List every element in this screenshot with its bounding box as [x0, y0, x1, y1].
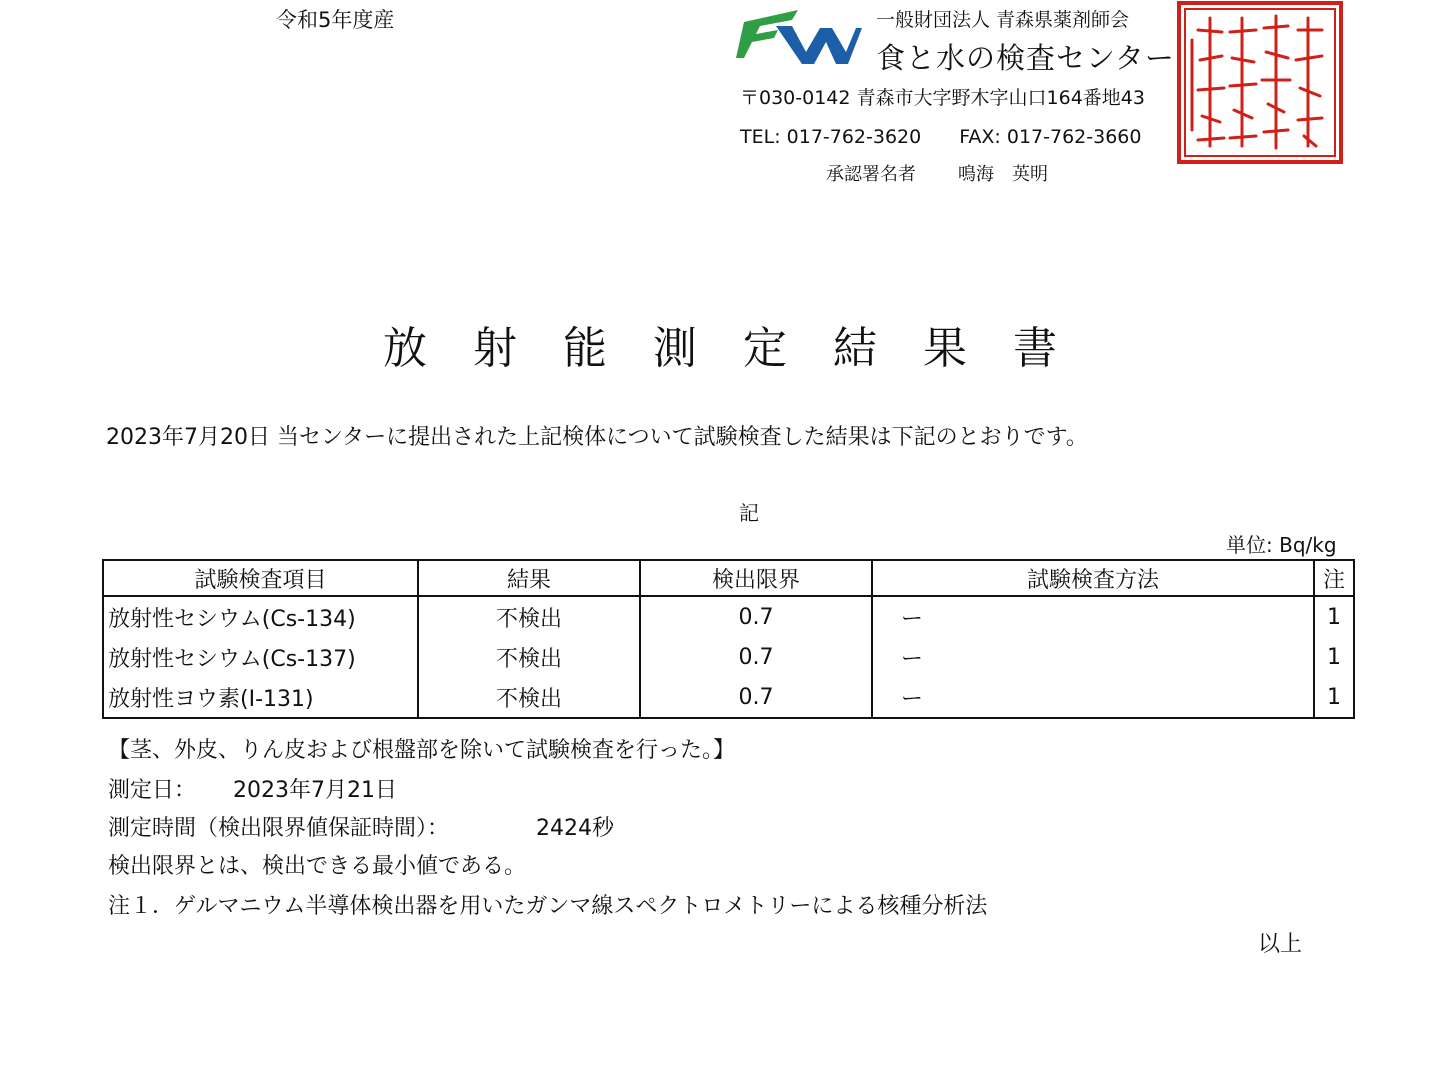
unit-label: 単位: Bq/kg [1226, 533, 1337, 557]
header-note: 注 [1314, 560, 1354, 596]
cell-note: 1 [1314, 637, 1354, 677]
fw-logo-icon [736, 8, 862, 68]
header-result: 結果 [418, 560, 640, 596]
approver-label: 承認署名者 [826, 164, 916, 185]
note-1: 注１．ゲルマニウム半導体検出器を用いたガンマ線スペクトロメトリーによる核種分析法 [108, 894, 988, 919]
cell-test-method: ー [872, 637, 1314, 677]
results-table [102, 559, 1355, 719]
cell-test-item: 放射性ヨウ素(I-131) [103, 677, 418, 718]
table-row [103, 596, 1354, 637]
ki-mark: 記 [739, 501, 759, 525]
cell-result: 不検出 [418, 677, 640, 718]
production-year-label: 令和5年度産 [276, 8, 395, 32]
end-mark: 以上 [1258, 932, 1303, 957]
approver-name: 鳴海 英明 [958, 164, 1048, 185]
measurement-time-value: 2424秒 [536, 816, 614, 841]
cell-result: 不検出 [418, 637, 640, 677]
measurement-date-value: 2023年7月21日 [233, 778, 397, 803]
phone-fax: TEL: 017-762-3620 FAX: 017-762-3660 [740, 126, 1142, 148]
header-test-method: 試験検査方法 [872, 560, 1314, 596]
cell-detection-limit: 0.7 [640, 596, 872, 637]
cell-test-method: ー [872, 596, 1314, 637]
header-test-item: 試験検査項目 [103, 560, 418, 596]
sample-prep-note: 【茎、外皮、りん皮および根盤部を除いて試験検査を行った。】 [108, 738, 736, 763]
table-header-row [103, 560, 1354, 596]
cell-detection-limit: 0.7 [640, 677, 872, 718]
measurement-time-label: 測定時間（検出限界値保証時間）： [108, 816, 450, 841]
cell-test-method: ー [872, 677, 1314, 718]
red-seal-stamp [1176, 0, 1344, 165]
intro-text: 2023年7月20日 当センターに提出された上記検体について試験検査した結果は下記のとおりです。 [106, 425, 1088, 450]
cell-note: 1 [1314, 596, 1354, 637]
address: 〒030-0142 青森市大字野木字山口164番地43 [740, 87, 1145, 109]
document-title: 放射能測定結果書 [383, 323, 1103, 374]
detection-limit-definition: 検出限界とは、検出できる最小値である。 [108, 854, 527, 879]
cell-result: 不検出 [418, 596, 640, 637]
cell-detection-limit: 0.7 [640, 637, 872, 677]
cell-test-item: 放射性セシウム(Cs-137) [103, 637, 418, 677]
header-detection-limit: 検出限界 [640, 560, 872, 596]
table-row [103, 637, 1354, 677]
center-name: 食と水の検査センター [876, 41, 1175, 75]
cell-test-item: 放射性セシウム(Cs-134) [103, 596, 418, 637]
cell-note: 1 [1314, 677, 1354, 718]
measurement-date-label: 測定日： [108, 778, 197, 803]
table-row [103, 677, 1354, 718]
organization-name: 一般財団法人 青森県薬剤師会 [876, 9, 1130, 31]
